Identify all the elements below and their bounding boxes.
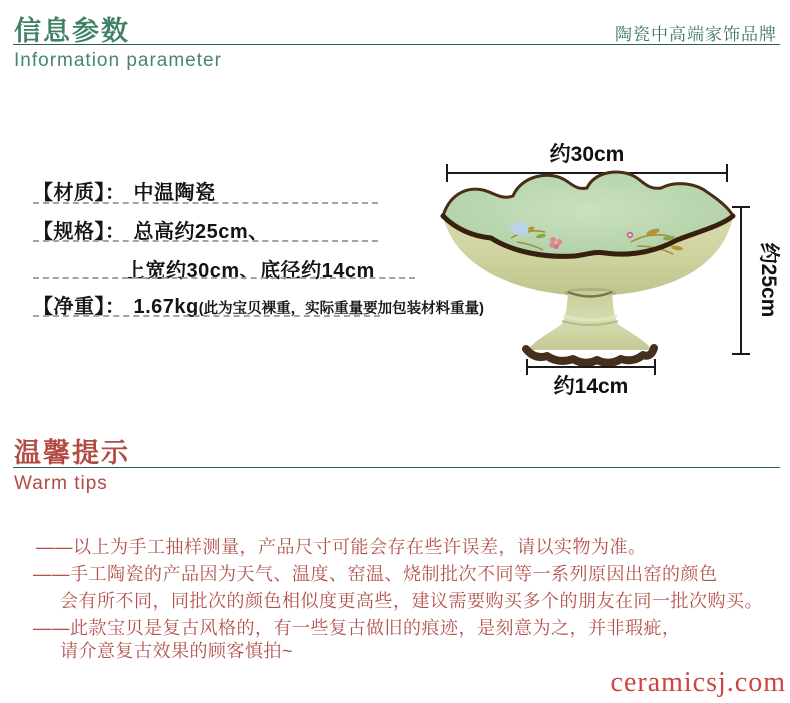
material-label: 【材质】： <box>33 182 126 204</box>
dimension-height <box>732 207 750 354</box>
dashed-divider <box>33 277 415 279</box>
brand-tagline: 陶瓷中高端家饰品牌 <box>615 25 777 44</box>
weight-label: 【净重】： <box>33 296 126 318</box>
product-image-fruit-bowl <box>425 130 785 400</box>
info-section-title-en: Information parameter <box>14 50 222 71</box>
tip-line: ——此款宝贝是复古风格的，有一些复古做旧的痕迹，是刻意为之，并非瑕疵， <box>33 618 681 638</box>
material-value: 中温陶瓷 <box>133 182 216 204</box>
site-watermark: ceramicsj.com <box>610 667 786 698</box>
dimension-top-width <box>447 164 727 182</box>
weight-note: (此为宝贝裸重，实际重量要加包装材料重量) <box>198 301 484 317</box>
tip-line: ——手工陶瓷的产品因为天气、温度、窑温、烧制批次不同等一系列原因出窑的颜色 <box>33 564 718 584</box>
size-label: 【规格】： <box>33 221 126 243</box>
dim-base-label: 约14cm <box>553 375 629 398</box>
dim-top-label: 约30cm <box>549 143 625 166</box>
tips-section-title-cn: 温馨提示 <box>14 438 130 468</box>
tip-line: 请介意复古效果的顾客慎拍~ <box>60 641 294 661</box>
tip-line: 会有所不同，同批次的颜色相似度更高些，建议需要购买多个的朋友在同一批次购买。 <box>60 591 763 611</box>
tip-line: ——以上为手工抽样测量，产品尺寸可能会存在些许误差，请以实物为准。 <box>36 537 647 557</box>
header-divider <box>13 44 780 45</box>
size-value-line2: 上宽约30cm、底径约14cm <box>125 260 375 282</box>
weight-value: 1.67kg <box>133 296 199 318</box>
size-value-line1: 总高约25cm、 <box>133 221 269 243</box>
tips-divider <box>13 467 780 468</box>
info-section-title-cn: 信息参数 <box>14 16 130 46</box>
dashed-divider <box>33 315 380 317</box>
dashed-divider <box>33 202 378 204</box>
spec-row-material <box>33 176 216 205</box>
tips-section-title-en: Warm tips <box>14 473 108 494</box>
bowl-foot-edge <box>526 348 654 363</box>
dashed-divider <box>33 240 378 242</box>
dim-height-label: 约25cm <box>757 242 780 318</box>
pink-flower-right <box>627 232 633 238</box>
